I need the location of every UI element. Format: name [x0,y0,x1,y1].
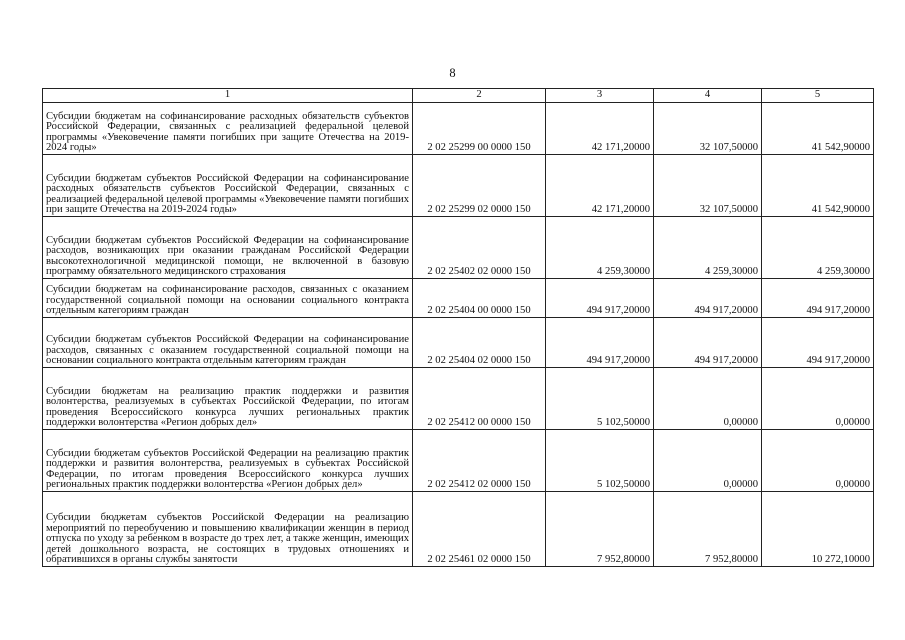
row-description: Субсидии бюджетам на софинансирование расходных обязательств субъектов Российской Федерации, связанных с реализацией федеральной целевой программы «Увековечение памяти погибших при защите Отечества на 2019-2024 годы» [43,103,413,155]
row-value-col3: 4 259,30000 [546,217,654,279]
table-row [43,155,874,217]
table-row [43,368,874,430]
row-description: Субсидии бюджетам субъектов Российской Федерации на софинансирование расходных обязательств субъектов Российской Федерации, связанных с реализацией федеральной целевой программы «Увековечение памяти погибших при защите Отечества на 2019-2024 годы» [43,155,413,217]
row-description: Субсидии бюджетам субъектов Российской Федерации на софинансирование расходов, связанных с оказанием государственной социальной помощи на основании социального контракта отдельным категориям граждан [43,318,413,368]
row-value-col5: 41 542,90000 [762,155,874,217]
row-code: 2 02 25402 02 0000 150 [413,217,546,279]
header-col-3: 3 [546,89,654,103]
table-row [43,492,874,567]
row-code: 2 02 25404 00 0000 150 [413,279,546,318]
row-description: Субсидии бюджетам субъектов Российской Федерации на реализацию мероприятий по переобучению и повышению квалификации женщин в период отпуска по уходу за ребенком в возрасте до трех лет, а также женщин, имеющих детей дошкольного возраста, не состоящих в трудовых отношениях и обратившихся в органы службы занятости [43,492,413,567]
row-value-col3: 494 917,20000 [546,279,654,318]
row-value-col4: 494 917,20000 [654,279,762,318]
header-col-4: 4 [654,89,762,103]
row-description: Субсидии бюджетам субъектов Российской Федерации на реализацию практик поддержки и развития волонтерства, реализуемых в субъектах Российской Федерации, по итогам проведения Всероссийского конкурса лучших региональных практик поддержки волонтерства «Регион добрых дел» [43,430,413,492]
row-value-col5: 10 272,10000 [762,492,874,567]
row-value-col5: 4 259,30000 [762,217,874,279]
row-description: Субсидии бюджетам субъектов Российской Федерации на софинансирование расходов, возникающих при оказании гражданам Российской Федерации высокотехнологичной медицинской помощи, не включенной в базовую программу обязательного медицинского страхования [43,217,413,279]
row-value-col4: 32 107,50000 [654,103,762,155]
table-row [43,430,874,492]
row-value-col4: 494 917,20000 [654,318,762,368]
row-value-col5: 0,00000 [762,430,874,492]
table-row [43,103,874,155]
row-value-col5: 41 542,90000 [762,103,874,155]
row-value-col4: 4 259,30000 [654,217,762,279]
table-row [43,217,874,279]
row-code: 2 02 25461 02 0000 150 [413,492,546,567]
row-value-col3: 42 171,20000 [546,155,654,217]
row-value-col4: 7 952,80000 [654,492,762,567]
row-value-col3: 5 102,50000 [546,368,654,430]
header-col-5: 5 [762,89,874,103]
table-row [43,318,874,368]
row-value-col4: 0,00000 [654,368,762,430]
row-value-col5: 494 917,20000 [762,318,874,368]
row-code: 2 02 25299 00 0000 150 [413,103,546,155]
row-value-col3: 42 171,20000 [546,103,654,155]
row-value-col3: 494 917,20000 [546,318,654,368]
row-code: 2 02 25404 02 0000 150 [413,318,546,368]
header-row [43,89,874,103]
row-value-col3: 5 102,50000 [546,430,654,492]
table-row [43,279,874,318]
row-description: Субсидии бюджетам на софинансирование расходов, связанных с оказанием государственной социальной помощи на основании социального контракта отдельным категориям граждан [43,279,413,318]
row-value-col3: 7 952,80000 [546,492,654,567]
row-code: 2 02 25299 02 0000 150 [413,155,546,217]
header-col-1: 1 [43,89,413,103]
row-description: Субсидии бюджетам на реализацию практик поддержки и развития волонтерства, реализуемых в субъектах Российской Федерации, по итогам проведения Всероссийского конкурса лучших региональных практик поддержки волонтерства «Регион добрых дел» [43,368,413,430]
row-code: 2 02 25412 00 0000 150 [413,368,546,430]
row-value-col4: 0,00000 [654,430,762,492]
row-value-col4: 32 107,50000 [654,155,762,217]
row-value-col5: 0,00000 [762,368,874,430]
row-code: 2 02 25412 02 0000 150 [413,430,546,492]
row-value-col5: 494 917,20000 [762,279,874,318]
budget-table [42,88,874,567]
page-number: 8 [449,66,456,80]
header-col-2: 2 [413,89,546,103]
